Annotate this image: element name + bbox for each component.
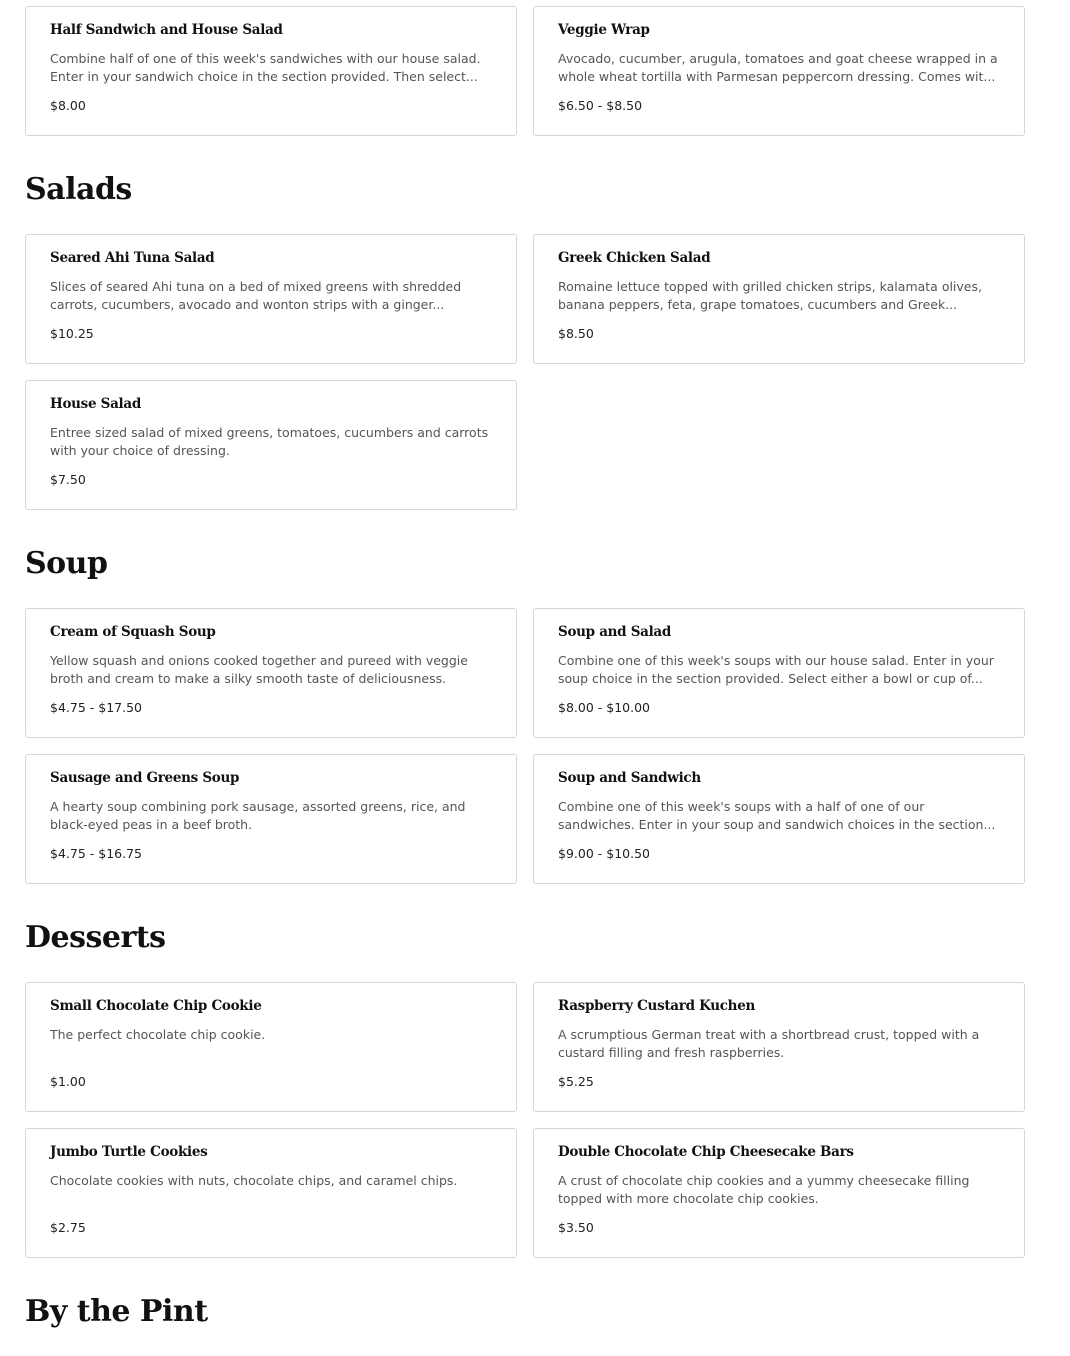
- menu-item-description: Combine one of this week's soups with our house salad. Enter in your soup choice in the section provided. Select either a bowl or cup of...: [558, 653, 994, 686]
- menu-item-card[interactable]: [25, 754, 517, 884]
- menu-item-price: $9.00 - $10.50: [558, 846, 650, 861]
- menu-item-price: $8.50: [558, 326, 594, 341]
- menu-item-name: Raspberry Custard Kuchen: [558, 998, 756, 1014]
- menu-item-description: Yellow squash and onions cooked together and pureed with veggie broth and cream to make a silky smooth taste of deliciousness.: [50, 653, 468, 686]
- menu-section-soup: [25, 510, 1025, 884]
- menu-item-price: $5.25: [558, 1074, 594, 1089]
- menu-item-description: Entree sized salad of mixed greens, tomatoes, cucumbers and carrots with your choice of dressing.: [50, 425, 489, 458]
- menu-item-description: Combine one of this week's soups with a half of one of our sandwiches. Enter in your soup and sandwich choices in the section...: [558, 799, 996, 832]
- section-heading: Soup: [25, 546, 108, 581]
- menu-item-name: Veggie Wrap: [558, 22, 650, 38]
- menu-item-grid: [25, 608, 1025, 884]
- menu-item-name: Double Chocolate Chip Cheesecake Bars: [558, 1144, 854, 1160]
- menu-item-price: $3.50: [558, 1220, 594, 1235]
- menu-item-name: Soup and Sandwich: [558, 770, 701, 786]
- menu-item-price: $7.50: [50, 472, 86, 487]
- menu-item-name: Sausage and Greens Soup: [50, 770, 240, 786]
- menu-item-price: $6.50 - $8.50: [558, 98, 643, 113]
- menu-item-card[interactable]: [25, 608, 517, 738]
- menu-item-name: Small Chocolate Chip Cookie: [50, 998, 262, 1014]
- menu-item-grid: [25, 234, 1025, 510]
- menu-item-description: A crust of chocolate chip cookies and a yummy cheesecake filling topped with more chocolate chip cookies.: [558, 1173, 970, 1206]
- menu-item-price: $1.00: [50, 1074, 86, 1089]
- menu-item-description: The perfect chocolate chip cookie.: [50, 1027, 266, 1042]
- menu-item-description: Slices of seared Ahi tuna on a bed of mixed greens with shredded carrots, cucumbers, avocado and wonton strips with a ginger...: [50, 279, 462, 312]
- menu-item-price: $8.00: [50, 98, 86, 113]
- menu-item-card[interactable]: [533, 754, 1025, 884]
- menu-item-name: Half Sandwich and House Salad: [50, 22, 283, 38]
- menu-item-name: Seared Ahi Tuna Salad: [50, 250, 215, 266]
- menu-section: [25, 6, 1025, 136]
- menu-item-description: A scrumptious German treat with a shortbread crust, topped with a custard filling and fresh raspberries.: [558, 1027, 980, 1060]
- menu-item-grid: [25, 982, 1025, 1258]
- menu: [25, 6, 1025, 1356]
- menu-item-grid: [25, 6, 1025, 136]
- menu-item-name: Greek Chicken Salad: [558, 250, 711, 266]
- menu-item-card[interactable]: [25, 1128, 517, 1258]
- menu-item-price: $8.00 - $10.00: [558, 700, 650, 715]
- section-heading: Desserts: [25, 920, 166, 955]
- menu-item-price: $4.75 - $17.50: [50, 700, 142, 715]
- menu-section-desserts: [25, 884, 1025, 1258]
- menu-item-card[interactable]: [533, 608, 1025, 738]
- menu-item-name: Cream of Squash Soup: [50, 624, 216, 640]
- menu-item-card[interactable]: [25, 982, 517, 1112]
- menu-item-description: Avocado, cucumber, arugula, tomatoes and goat cheese wrapped in a whole wheat tortilla with Parmesan peppercorn dressing. Comes wit...: [558, 51, 998, 84]
- section-heading: By the Pint: [25, 1294, 208, 1329]
- menu-item-name: House Salad: [50, 396, 141, 412]
- menu-item-card[interactable]: [25, 6, 517, 136]
- menu-item-card[interactable]: [533, 982, 1025, 1112]
- menu-item-card[interactable]: [533, 1128, 1025, 1258]
- menu-item-card[interactable]: [533, 234, 1025, 364]
- menu-item-card[interactable]: [533, 6, 1025, 136]
- menu-item-card[interactable]: [25, 234, 517, 364]
- menu-item-description: Combine half of one of this week's sandwiches with our house salad. Enter in your sandwich choice in the section provided. Then select...: [50, 51, 481, 84]
- menu-item-card[interactable]: [25, 380, 517, 510]
- menu-item-price: $10.25: [50, 326, 94, 341]
- menu-item-description: Romaine lettuce topped with grilled chicken strips, kalamata olives, banana peppers, feta, grape tomatoes, cucumbers and Greek...: [558, 279, 982, 312]
- menu-item-price: $2.75: [50, 1220, 86, 1235]
- menu-item-name: Soup and Salad: [558, 624, 672, 640]
- menu-section-salads: [25, 136, 1025, 510]
- menu-section-by-the-pint: [25, 1258, 1025, 1356]
- menu-item-description: Chocolate cookies with nuts, chocolate chips, and caramel chips.: [50, 1173, 458, 1188]
- menu-item-description: A hearty soup combining pork sausage, assorted greens, rice, and black-eyed peas in a beef broth.: [50, 799, 466, 832]
- section-heading: Salads: [25, 172, 132, 207]
- menu-item-name: Jumbo Turtle Cookies: [50, 1144, 208, 1160]
- menu-item-price: $4.75 - $16.75: [50, 846, 142, 861]
